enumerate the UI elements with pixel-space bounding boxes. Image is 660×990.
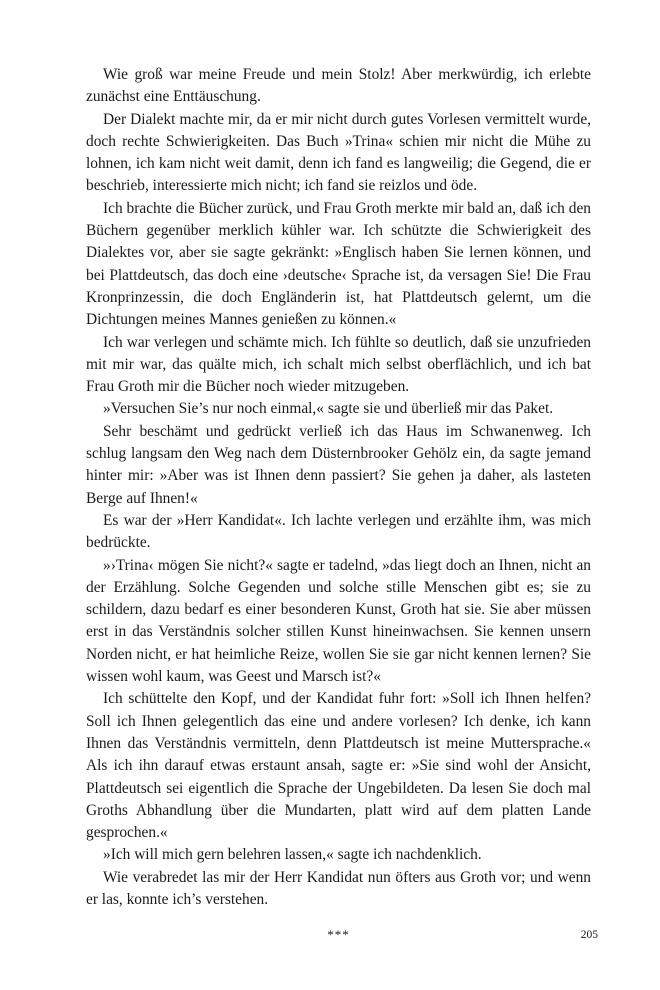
paragraph: Ich brachte die Bücher zurück, und Frau Groth merkte mir bald an, daß ich den Büchern gegenüber merklich kühler war. Ich schützte die Schwierigkeit des Dialektes vor, aber sie sagte gekränkt: »Englisch haben Sie lernen können, und bei Plattdeutsch, das doch eine ›deutsche‹ Sprache ist, da versagen Sie! Die Frau Kronprinzessin, die doch Engländerin ist, hat Plattdeutsch gelernt, um die Dichtungen meines Mannes genießen zu können.« — [86, 199, 591, 329]
paragraph: Es war der »Herr Kandidat«. Ich lachte verlegen und erzählte ihm, was mich bedrückte. — [86, 511, 591, 552]
paragraph: »Ich will mich gern belehren lassen,« sagte ich nachdenklich. — [103, 846, 482, 864]
paragraph: »Versuchen Sie’s nur noch einmal,« sagte sie und überließ mir das Paket. — [103, 400, 554, 418]
paragraph: Wie groß war meine Freude und mein Stolz! Aber merkwürdig, ich erlebte zunächst eine Enttäuschung. — [86, 66, 591, 106]
paragraph: Der Dialekt machte mir, da er mir nicht durch gutes Vorlesen vermittelt wurde, doch rechte Schwierigkeiten. Das Buch »Trina« schien mir nicht die Mühe zu lohnen, ich kam nicht weit damit, denn ich fand es langweilig; die Gegend, die er beschrieb, interessierte mich nicht; ich fand sie reizlos und öde. — [86, 110, 591, 195]
page-body — [86, 64, 591, 946]
page-number: 205 — [580, 929, 598, 941]
paragraph: Wie verabredet las mir der Herr Kandidat nun öfters aus Groth vor; und wenn er las, konnte ich’s verstehen. — [86, 868, 591, 908]
section-separator: *** — [327, 927, 350, 943]
paragraph: Sehr beschämt und gedrückt verließ ich das Haus im Schwanenweg. Ich schlug langsam den Weg nach dem Düsternbrooker Gehölz ein, da sagte jemand hinter mir: »Aber was ist Ihnen denn passiert? Sie gehen ja daher, als lasteten Berge auf Ihnen!« — [86, 422, 591, 507]
paragraph: Ich schüttelte den Kopf, und der Kandidat fuhr fort: »Soll ich Ihnen helfen? Soll ich Ihnen gelegentlich das eine und andere vorlesen? Ich denke, ich kann Ihnen das Verständnis vermitteln, denn Plattdeutsch ist meine Muttersprache.« Als ich ihn darauf etwas erstaunt ansah, sagte er: »Sie sind wohl der Ansicht, Plattdeutsch sei eigentlich die Sprache der Ungebildeten. Da lesen Sie doch mal Groths Abhandlung über die Mundarten, platt wird auf dem platten Lande gesprochen.« — [86, 690, 591, 842]
paragraph: »›Trina‹ mögen Sie nicht?« sagte er tadelnd, »das liegt doch an Ihnen, nicht an der Erzählung. Solche Gegenden und solche stille Menschen gibt es; sie zu schildern, dazu bedarf es einer besonderen Kunst, Groth hat sie. Sie aber müssen erst in das Verständnis solcher stillen Kunst hineinwachsen. Sie kennen unsern Norden nicht, er hat heimliche Reize, wollen Sie sie gar nicht kennen lernen? Sie wissen wohl kaum, was Geest und Marsch ist?« — [86, 556, 591, 686]
paragraph: Ich war verlegen und schämte mich. Ich fühlte so deutlich, daß sie unzufrieden mit mir war, das quälte mich, ich schalt mich selbst oberflächlich, und ich bat Frau Groth mir die Bücher noch wieder mitzugeben. — [86, 333, 591, 396]
